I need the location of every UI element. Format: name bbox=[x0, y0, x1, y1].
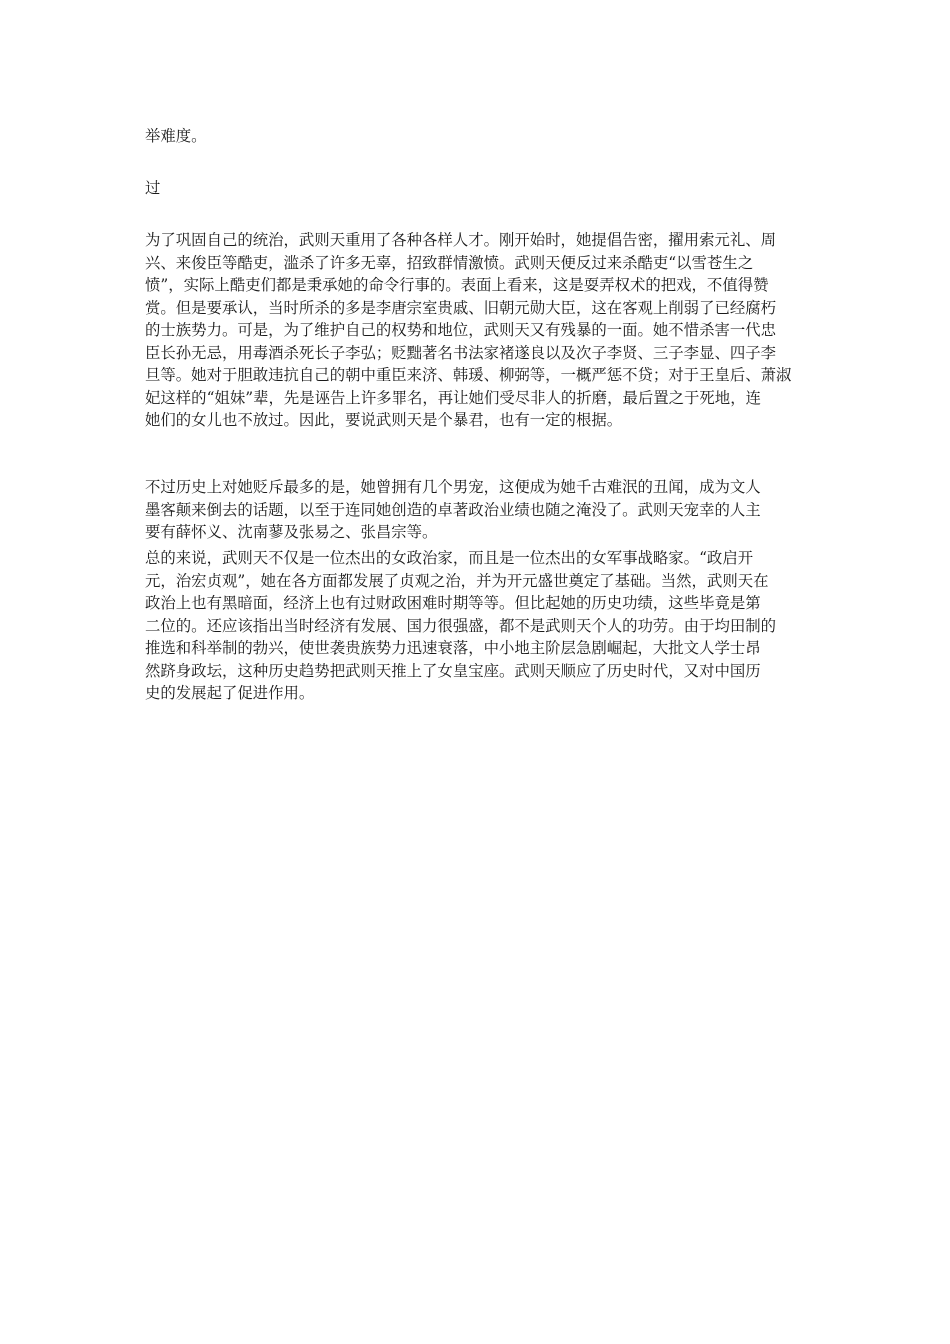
text-line: 政治上也有黑暗面，经济上也有过财政困难时期等等。但比起她的历史功绩，这些毕竟是第 bbox=[145, 594, 761, 612]
text-line: 兴、来俊臣等酷吏，滥杀了许多无辜，招致群情激愤。武则天便反过来杀酷吏“以雪苍生之 bbox=[145, 253, 754, 272]
text-line: 不过历史上对她贬斥最多的是，她曾拥有几个男宠，这便成为她千古难泯的丑闻，成为文人 bbox=[145, 478, 761, 496]
text-line: 妃这样的“姐妹”辈，先是诬告上许多罪名，再让她们受尽非人的折磨，最后置之于死地，连 bbox=[145, 388, 761, 407]
text-line: 臣长孙无忌，用毒酒杀死长子李弘；贬黜著名书法家褚遂良以及次子李贤、三子李显、四子李 bbox=[145, 343, 777, 362]
text-line: 推选和科举制的勃兴，使世袭贵族势力迅速衰落，中小地主阶层急剧崛起，大批文人学士昂 bbox=[145, 639, 761, 657]
text-line: 元，治宏贞观”，她在各方面都发展了贞观之治，并为开元盛世奠定了基础。当然，武则天在 bbox=[145, 571, 769, 590]
intro-line bbox=[145, 125, 810, 148]
text-line: 史的发展起了促进作用。 bbox=[145, 684, 315, 702]
text-line: 愤”，实际上酷吏们都是秉承她的命令行事的。表面上看来，这是耍弄权术的把戏，不值得赞 bbox=[145, 276, 769, 294]
text-line: 的士族势力。可是，为了维护自己的权势和地位，武则天又有残暴的一面。她不惜杀害一代忠 bbox=[145, 321, 777, 339]
paragraph-consolidation bbox=[145, 229, 810, 432]
heading-text: 过 bbox=[145, 179, 161, 197]
text-line: 为了巩固自己的统治，武则天重用了各种各样人才。刚开始时，她提倡告密，擢用索元礼、周 bbox=[145, 231, 777, 249]
text-line: 举难度。 bbox=[145, 127, 207, 145]
text-line: 赏。但是要承认，当时所杀的多是李唐宗室贵戚、旧朝元勋大臣，这在客观上削弱了已经腐朽 bbox=[145, 298, 777, 317]
text-line: 旦等。她对于胆敢违抗自己的朝中重臣来济、韩瑗、柳弼等，一概严惩不贷；对于王皇后、萧淑 bbox=[145, 366, 792, 384]
section-heading bbox=[145, 177, 810, 200]
text-line: 要有薛怀义、沈南蓼及张易之、张昌宗等。 bbox=[145, 523, 438, 541]
text-line: 总的来说，武则天不仅是一位杰出的女政治家，而且是一位杰出的女军事战略家。“政启开 bbox=[145, 549, 754, 567]
text-line: 墨客颠来倒去的话题，以至于连同她创造的卓著政治业绩也随之淹没了。武则天宠幸的人主 bbox=[145, 500, 761, 519]
text-line: 然跻身政坛，这种历史趋势把武则天推上了女皇宝座。武则天顺应了历史时代，又对中国历 bbox=[145, 661, 761, 680]
text-line: 她们的女儿也不放过。因此，要说武则天是个暴君，也有一定的根据。 bbox=[145, 411, 623, 429]
paragraph-criticism bbox=[145, 476, 810, 544]
paragraph-summary bbox=[145, 547, 810, 705]
text-line: 二位的。还应该指出当时经济有发展、国力很强盛，都不是武则天个人的功劳。由于均田制的 bbox=[145, 616, 777, 635]
